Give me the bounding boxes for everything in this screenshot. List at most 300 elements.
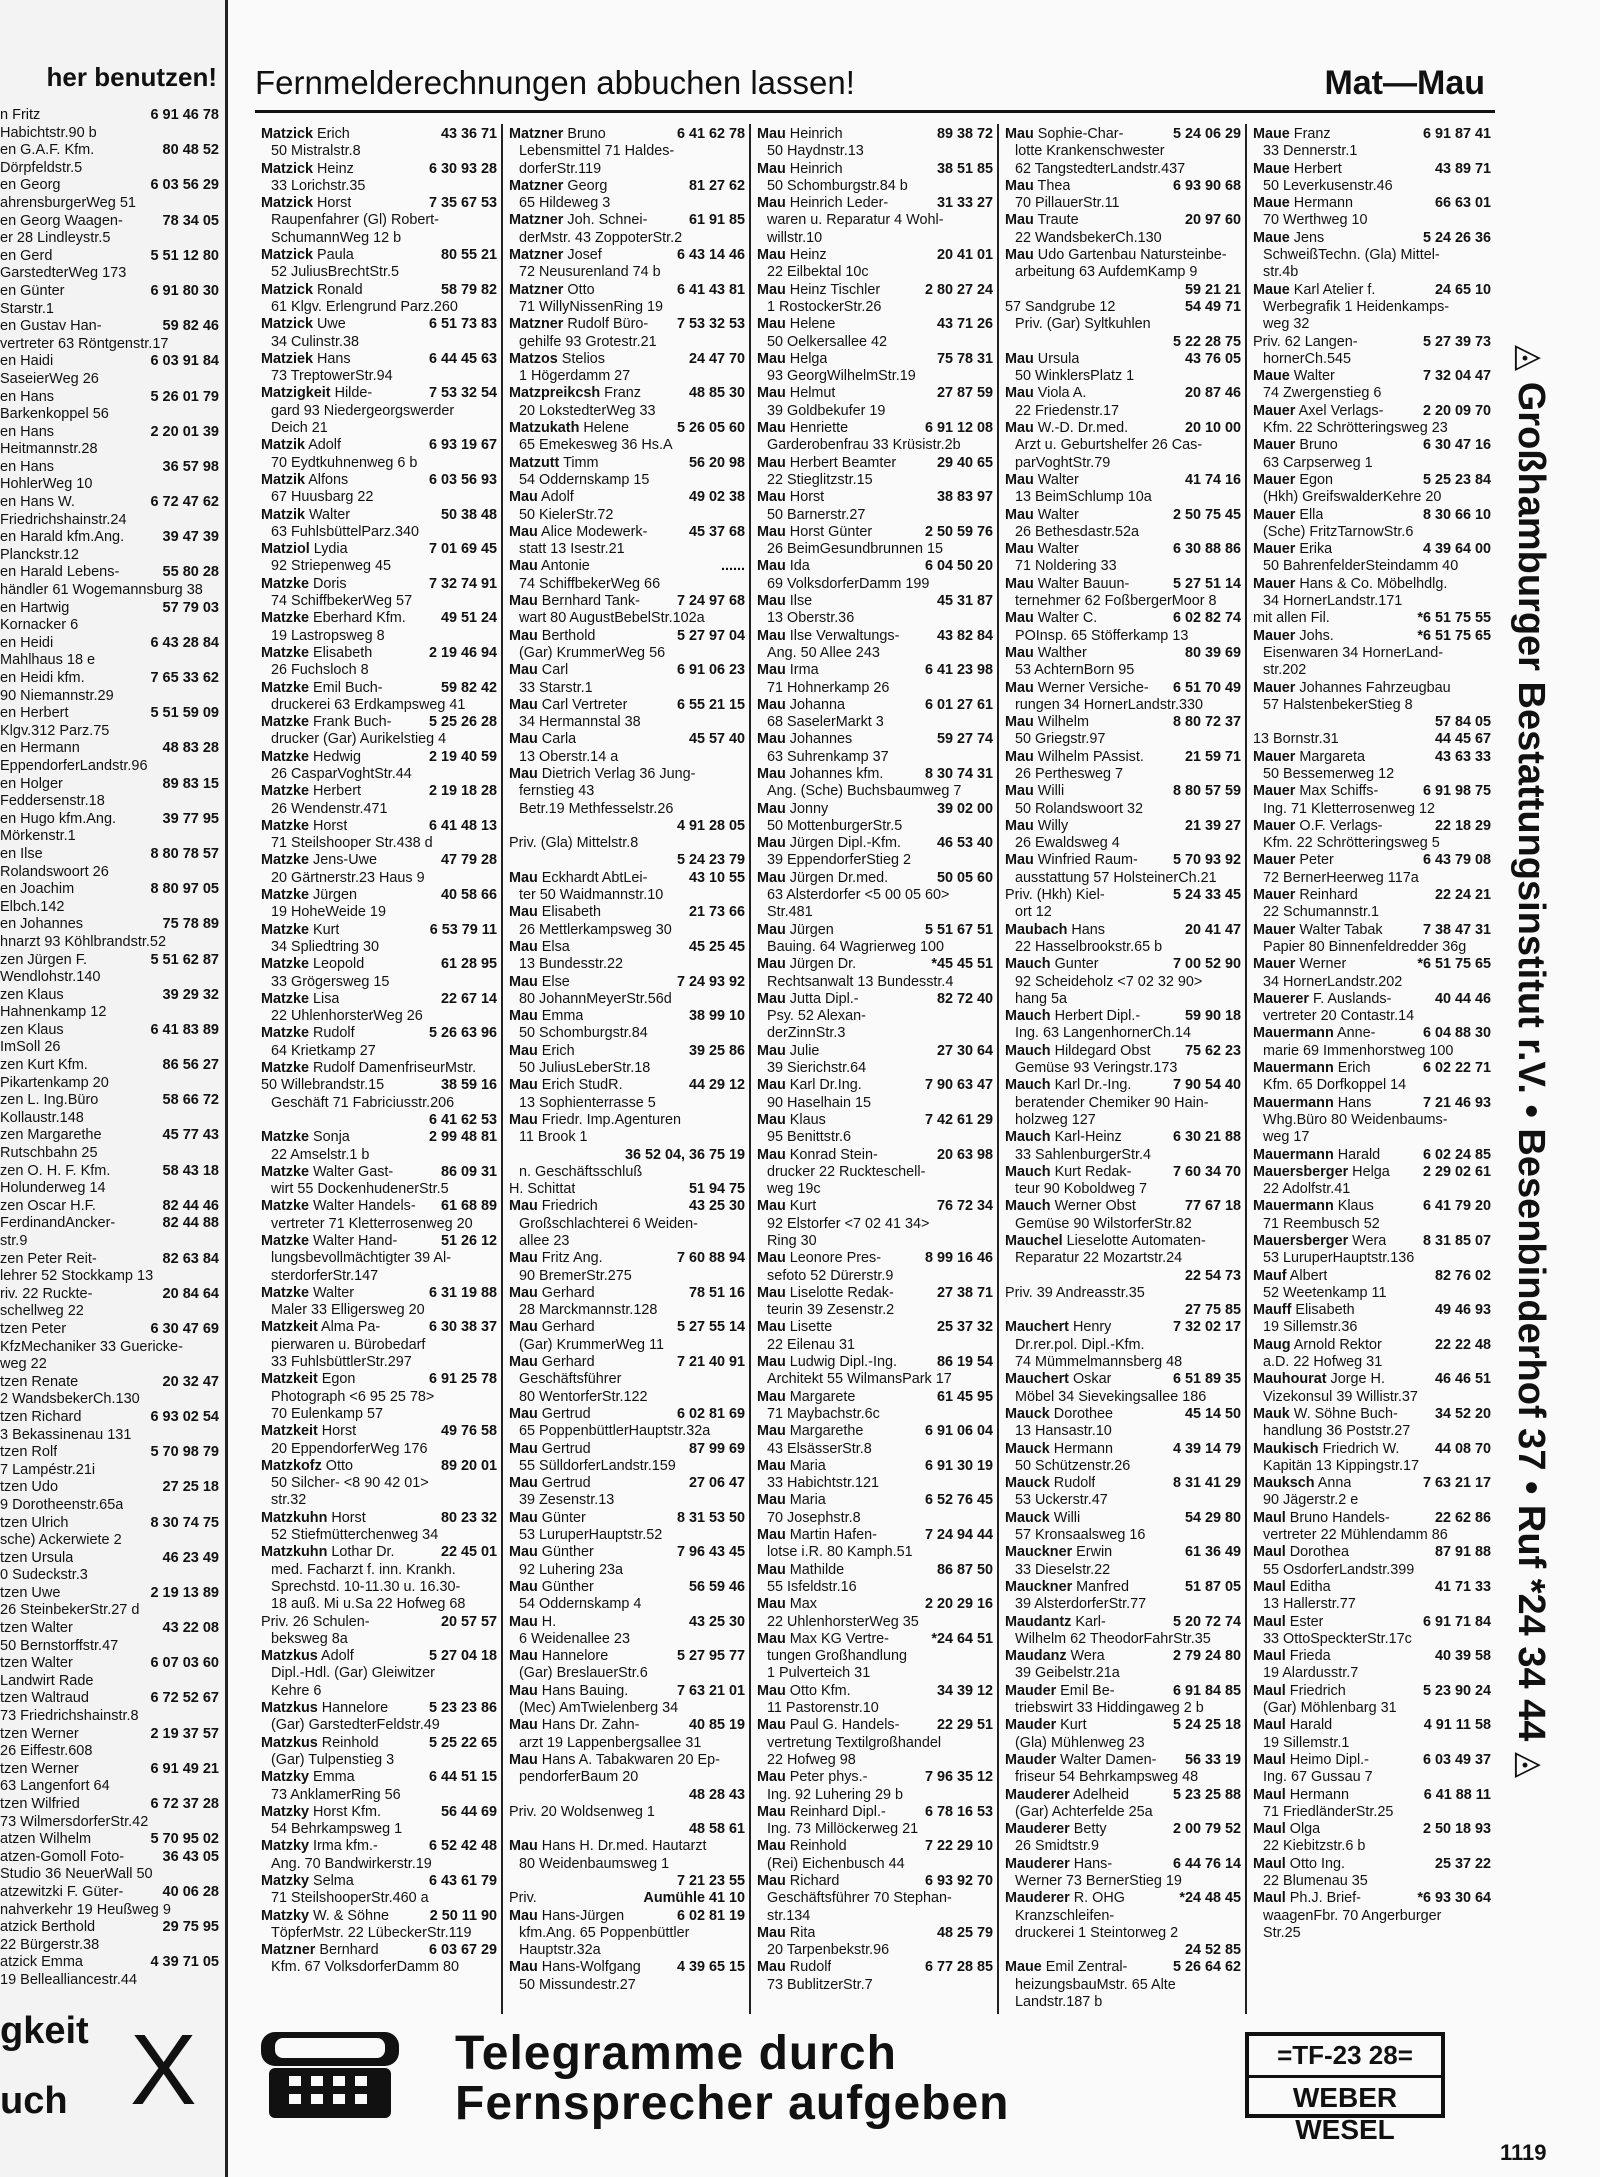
entry-phone: *45 45 51 [931, 956, 993, 973]
entry-name: Mauch Herbert Dipl.- [1005, 1008, 1141, 1025]
directory-entry [509, 1614, 745, 1649]
directory-entry [509, 1147, 745, 1182]
left-listing-phone [215, 512, 219, 530]
entry-phone [1487, 680, 1491, 697]
entry-name: Matzkeit Horst [261, 1423, 357, 1440]
left-listing-row [0, 1902, 225, 1920]
entry-address: 34 HornerLandstr.171 [1263, 593, 1403, 610]
entry-phone: 5 23 90 24 [1422, 1682, 1491, 1699]
entry-phone: 7 90 54 40 [1172, 1077, 1241, 1094]
entry-name: Mau Fritz Ang. [509, 1250, 603, 1267]
entry-name: Mauderer Hans- [1005, 1855, 1113, 1872]
left-listing-phone [215, 336, 219, 354]
entry-name: Mau Wilhelm PAssist. [1005, 748, 1144, 765]
page-number: 1119 [1500, 2140, 1547, 2165]
directory-entry [1253, 818, 1491, 853]
entry-address: Ing. 92 Luhering 29 b [767, 1786, 904, 1803]
entry-phone: 25 37 22 [1434, 1855, 1491, 1872]
entry-name: Mau Hans Dr. Zahn- [509, 1717, 640, 1734]
entry-address: Str.481 [767, 904, 813, 921]
entry-name: Mau Carla [509, 731, 577, 748]
left-listing-phone: 6 93 02 54 [150, 1408, 219, 1425]
entry-phone: 6 02 81 69 [676, 1405, 745, 1422]
entry-name: Matzkus Reinhold [261, 1734, 379, 1751]
entry-name: Matzner Bruno [509, 126, 606, 142]
entry-phone: 80 55 21 [440, 247, 497, 264]
entry-name: Matzik Adolf [261, 437, 341, 454]
entry-address: teurin 39 Zesenstr.2 [767, 1302, 895, 1319]
entry-address: 13 Hansastr.10 [1015, 1423, 1112, 1440]
entry-address: SchumannWeg 12 b [271, 229, 402, 246]
entry-phone: 5 27 95 77 [676, 1648, 745, 1665]
entry-address: Dr.rer.pol. Dipl.-Kfm. [1015, 1336, 1145, 1353]
left-listing-row [0, 723, 225, 741]
entry-phone: 8 80 72 37 [1172, 714, 1241, 731]
entry-name: Mau Johannes kfm. [757, 765, 884, 782]
entry-phone: 2 50 11 90 [429, 1907, 497, 1924]
entry-phone: 6 04 50 20 [924, 558, 993, 575]
directory-entry [509, 455, 745, 490]
left-listing-name: atzewitzki F. Güter- [0, 1883, 124, 1900]
entry-address: derZinnStr.3 [767, 1025, 846, 1042]
entry-phone: 22 18 29 [1434, 817, 1491, 834]
left-listing-phone [215, 1110, 219, 1128]
directory-entry [261, 1198, 497, 1233]
left-listing-row [0, 1673, 225, 1691]
entry-address: Kranzschleifen- [1015, 1907, 1115, 1924]
entry-name: Mau Hans-Jürgen [509, 1907, 625, 1924]
entry-address: 72 BernerHeerweg 117a [1263, 869, 1419, 886]
left-listing-name: en Hans W. [0, 494, 75, 511]
entry-name: Mau Ilse [757, 593, 813, 610]
entry-phone: 39 02 00 [936, 800, 993, 817]
entry-address: (Gar) BreslauerStr.6 [519, 1665, 648, 1682]
entry-name: Matzke Frank Buch- [261, 714, 392, 731]
left-listing-name: tzen Richard [0, 1408, 82, 1425]
directory-entry [1253, 714, 1491, 731]
entry-name: Mauchert Oskar [1005, 1371, 1112, 1388]
directory-entry [509, 1112, 745, 1147]
directory-entry [509, 1717, 745, 1752]
directory-entry [1253, 507, 1491, 542]
entry-name: Mau Friedr. Imp.Agenturen [509, 1111, 681, 1128]
entry-address: 50 BahrenfelderSteindamm 40 [1263, 558, 1459, 575]
entry-address: 26 Fuchsloch 8 [271, 662, 369, 679]
directory-entry [509, 1354, 745, 1406]
entry-address: pierwaren u. Bürobedarf [271, 1336, 426, 1353]
entry-name: Matzke Walter [261, 1284, 355, 1301]
entry-name: Mauchel Lieselotte Automaten- [1005, 1233, 1206, 1249]
left-listing-phone [215, 406, 219, 424]
left-listing-phone [215, 1233, 219, 1251]
entry-phone: 6 04 88 30 [1422, 1025, 1491, 1042]
left-listing-phone: 43 22 08 [162, 1620, 219, 1637]
entry-name: Mauer Johannes Fahrzeugbau [1253, 679, 1451, 696]
entry-address: 57 HalstenbekerStieg 8 [1263, 696, 1413, 713]
entry-address: str.134 [767, 1907, 811, 1924]
directory-entry [1253, 1787, 1491, 1822]
entry-address: triebswirt 33 Hiddingaweg 2 b [1015, 1700, 1204, 1717]
entry-phone: 6 03 56 93 [428, 471, 497, 488]
entry-phone: 5 70 93 92 [1172, 852, 1241, 869]
entry-phone: 2 19 18 28 [428, 783, 497, 800]
printer-stamp [1245, 2032, 1445, 2145]
left-ad-word-2: uch [0, 2080, 68, 2122]
left-listing-phone: 20 84 64 [162, 1285, 219, 1302]
left-listing-phone: 59 82 46 [162, 318, 219, 335]
directory-entry [757, 524, 993, 559]
entry-phone: 66 63 01 [1434, 195, 1491, 212]
banner-line-1: Telegramme durch [455, 2027, 897, 2080]
entry-name: Mau Max [757, 1596, 817, 1613]
entry-address: ternehmer 62 FoßbergerMoor 8 [1015, 593, 1217, 610]
left-listing-name: GarstedterWeg 173 [0, 265, 127, 282]
entry-phone: 20 63 98 [936, 1146, 993, 1163]
left-listing-phone: 82 63 84 [162, 1250, 219, 1267]
entry-address: 39 Goldbekufer 19 [767, 402, 886, 419]
entry-address: 70 Eydtkuhnenweg 6 b [271, 454, 418, 471]
entry-name: Mau Jürgen Dr. [757, 956, 857, 973]
left-listing-row [0, 1919, 225, 1937]
left-listing-row [0, 1814, 225, 1832]
entry-phone: 45 57 40 [688, 731, 745, 748]
entry-name: Mau Sophie-Char- [1005, 126, 1124, 142]
left-listing-phone [215, 1497, 219, 1515]
entry-name: Mau Antonie [509, 558, 590, 575]
entry-name: Mau Herbert Beamter [757, 454, 897, 471]
left-listing-row [0, 1831, 225, 1849]
entry-name: Mau Julie [757, 1042, 820, 1059]
directory-entry [261, 1077, 497, 1112]
entry-name: Mauch Gunter [1005, 956, 1099, 973]
entry-phone: 6 93 19 67 [428, 437, 497, 454]
entry-address: 19 Lastropsweg 8 [271, 627, 385, 644]
entry-name: Mauer Reinhard [1253, 887, 1358, 904]
entry-name: Matzke Jürgen [261, 887, 357, 904]
directory-entry [261, 922, 497, 957]
left-listing-name: en Haidi [0, 353, 54, 370]
left-page-header: her benutzen! [46, 62, 217, 92]
entry-address: arzt 19 Lappenbergsallee 31 [519, 1734, 702, 1751]
entry-name: Mau Rudolf [757, 1959, 832, 1976]
entry-address: parVoghtStr.79 [1015, 454, 1111, 471]
entry-phone: 59 82 42 [440, 679, 497, 696]
entry-phone: 5 24 26 36 [1422, 229, 1491, 246]
entry-name: Mau Wilhelm [1005, 714, 1089, 731]
left-listing-name: Feddersenstr.18 [0, 793, 105, 810]
entry-phone: 56 20 98 [688, 454, 745, 471]
entry-address: dorferStr.119 [519, 160, 602, 177]
left-listing-name: en Heidi [0, 634, 54, 651]
entry-name: Mau Carl Vertreter [509, 696, 628, 713]
entry-address: druckerei 1 Steintorweg 2 [1015, 1924, 1179, 1941]
entry-name: Mau Berthold [509, 627, 596, 644]
left-listing-phone [215, 1268, 219, 1286]
left-listing-phone [215, 301, 219, 319]
left-listing-row [0, 652, 225, 670]
entry-address: 26 Mettlerkampsweg 30 [519, 921, 672, 938]
entry-address: Arzt u. Geburtshelfer 26 Cas- [1015, 437, 1203, 454]
left-listing-phone: 8 80 78 57 [150, 845, 219, 862]
entry-name: Mauder Emil Be- [1005, 1682, 1115, 1699]
directory-entry [1005, 1959, 1241, 2011]
left-listing-name: 9 Dorotheenstr.65a [0, 1496, 124, 1513]
entry-address: 71 Noldering 33 [1015, 558, 1117, 575]
directory-entry [261, 541, 497, 576]
entry-address: fernstieg 43 [519, 783, 595, 800]
entry-name: Mau Gerhard [509, 1284, 595, 1301]
left-listing-name: en Harald kfm.Ang. [0, 529, 125, 546]
telegram-banner [255, 2024, 1495, 2145]
directory-entry [757, 1717, 993, 1769]
entry-name: Mau Margarete [757, 1388, 856, 1405]
entry-name: Mau Klaus [757, 1111, 826, 1128]
entry-address: 62 TangstedterLandstr.437 [1015, 160, 1186, 177]
left-listing-row [0, 1303, 225, 1321]
directory-entry [509, 731, 745, 766]
directory-entry [261, 282, 497, 317]
left-listing-row [0, 1620, 225, 1638]
left-listing-name: zen O. H. F. Kfm. [0, 1162, 111, 1179]
directory-entry [509, 1181, 745, 1198]
entry-name: Mau Horst [757, 489, 825, 506]
entry-name: Matzke Leopold [261, 956, 365, 973]
directory-entry [757, 161, 993, 196]
left-listing-name: Dörpfeldstr.5 [0, 159, 83, 176]
left-listing-phone: 39 29 32 [162, 986, 219, 1003]
entry-address: vertretung Textilgroßhandel [767, 1734, 942, 1751]
entry-name: Mauermann Klaus [1253, 1198, 1374, 1215]
entry-name: Matzkofz Otto [261, 1457, 353, 1474]
entry-name: Mau Liselotte Redak- [757, 1284, 894, 1301]
entry-phone: 6 52 76 45 [924, 1492, 993, 1509]
entry-name: Mau Elsa [509, 938, 570, 955]
entry-address: (Gla) Mühlenweg 23 [1015, 1734, 1145, 1751]
directory-entry [1253, 1717, 1491, 1752]
entry-phone: 8 31 85 07 [1422, 1233, 1491, 1249]
left-listing-name: Mahlhaus 18 e [0, 652, 96, 669]
entry-name: Mauck Willi [1005, 1509, 1081, 1526]
left-listing-phone: 89 83 15 [162, 775, 219, 792]
entry-name: Matzky Selma [261, 1872, 354, 1889]
left-listing-phone: 2 19 13 89 [150, 1584, 219, 1601]
entry-address: Wilhelm 62 TheodorFahrStr.35 [1015, 1630, 1211, 1647]
directory-entry [757, 558, 993, 593]
entry-address: 39 Sierichstr.64 [767, 1060, 867, 1077]
entry-name: Mau Gerhard [509, 1319, 595, 1336]
entry-address: 50 Missundestr.27 [519, 1976, 636, 1993]
directory-entry [1253, 680, 1491, 715]
entry-address: 26 CasparVoghtStr.44 [271, 765, 412, 782]
entry-phone: 6 93 92 70 [924, 1872, 993, 1889]
entry-name: Matzigkeit Hilde- [261, 385, 373, 402]
directory-entry [1005, 178, 1241, 213]
entry-phone: 5 22 28 75 [1172, 333, 1241, 350]
entry-name: Matzky Horst Kfm. [261, 1803, 381, 1820]
entry-phone [741, 766, 745, 783]
left-listing-phone [215, 1567, 219, 1585]
left-listing-phone [215, 688, 219, 706]
entry-address: 19 Alardusstr.7 [1263, 1665, 1359, 1682]
entry-name: Matzner Josef [509, 247, 602, 264]
left-listing-name: en Herbert [0, 705, 69, 722]
directory-entry [1005, 1008, 1241, 1043]
entry-address: 33 Habichtstr.121 [767, 1475, 879, 1492]
entry-address: 19 HoheWeide 19 [271, 904, 386, 921]
entry-address: heizungsbauMstr. 65 Alte [1015, 1976, 1176, 1993]
entry-name: Priv. 20 Woldsenweg 1 [509, 1803, 655, 1820]
left-listing-phone: 6 72 47 62 [150, 494, 219, 511]
entry-name: Mauer Axel Verlags- [1253, 402, 1384, 419]
left-listing-row [0, 1057, 225, 1075]
directory-entry [757, 1873, 993, 1925]
entry-address: Großschlachterei 6 Weiden- [519, 1215, 698, 1232]
entry-name: Matzkeit Egon [261, 1371, 356, 1388]
directory-entry [261, 1648, 497, 1700]
entry-name: Mauksch Anna [1253, 1475, 1352, 1492]
directory-entry [757, 1925, 993, 1960]
directory-entry [1005, 783, 1241, 818]
left-listing-name: tzen Peter [0, 1320, 67, 1337]
entry-phone: 77 67 18 [1184, 1198, 1241, 1215]
directory-entry [1005, 852, 1241, 887]
left-listing-name: atzick Emma [0, 1954, 83, 1971]
directory-entry [509, 1890, 745, 1907]
entry-address: 50 Bessemerweg 12 [1263, 765, 1395, 782]
entry-address: 54 Oddernskamp 15 [519, 471, 650, 488]
entry-name: Mau Helene [757, 316, 836, 333]
left-listing-row [0, 1427, 225, 1445]
entry-phone: 6 55 21 15 [676, 696, 745, 713]
directory-entry [1253, 610, 1491, 627]
directory-entry [261, 956, 497, 991]
left-listing-name: Planckstr.12 [0, 546, 79, 563]
entry-name: Mauch Kurt Redak- [1005, 1163, 1132, 1180]
left-listing-phone [215, 1356, 219, 1374]
entry-phone: 44 45 67 [1434, 731, 1491, 748]
left-page-listing [0, 107, 225, 1990]
left-listing-row [0, 494, 225, 512]
left-listing-phone: 6 03 56 29 [150, 177, 219, 194]
entry-phone: 50 38 48 [440, 506, 497, 523]
directory-entry [261, 507, 497, 542]
entry-address: 22 Amselstr.1 b [271, 1146, 370, 1163]
entry-name: Mau Ludwig Dipl.-Ing. [757, 1354, 897, 1371]
directory-entry [1253, 1337, 1491, 1372]
entry-name: Mauch Karl-Heinz [1005, 1129, 1122, 1146]
left-listing-row [0, 793, 225, 811]
directory-entry [1253, 1233, 1491, 1268]
directory-entry [261, 991, 497, 1026]
directory-entry [1005, 1198, 1241, 1233]
left-listing-phone [215, 265, 219, 283]
entry-address: 26 Wendenstr.471 [271, 800, 388, 817]
entry-name: Mauch Karl Dr.-Ing. [1005, 1077, 1132, 1094]
entry-phone [741, 1752, 745, 1769]
entry-address: 1 Högerdamm 27 [519, 368, 631, 385]
entry-name: Maul Harald [1253, 1717, 1333, 1734]
entry-name: Matzke Walter Hand- [261, 1233, 398, 1249]
left-listing-phone: 8 80 97 05 [150, 881, 219, 898]
vertical-advert [1500, 345, 1560, 1805]
entry-phone: 22 24 21 [1434, 887, 1491, 904]
entry-phone: 6 30 21 88 [1172, 1129, 1241, 1146]
entry-phone: 4 91 28 05 [676, 817, 745, 834]
entry-name: Mau Rita [757, 1924, 816, 1941]
entry-name: Mau Walter [1005, 471, 1079, 488]
entry-phone: 6 30 47 16 [1422, 437, 1491, 454]
left-listing-name: zen Klaus [0, 1021, 64, 1038]
entry-address: Kfm. 22 Schrötteringsweg 5 [1263, 835, 1440, 852]
entry-address: 50 Griegstr.97 [1015, 731, 1106, 748]
left-listing-name: tzen Ulrich [0, 1514, 69, 1531]
left-listing-row [0, 1602, 225, 1620]
directory-entry [757, 1147, 993, 1199]
entry-address: Papier 80 Binnenfeldredder 36g [1263, 938, 1467, 955]
entry-address: str.202 [1263, 662, 1307, 679]
left-listing-phone: 2 19 37 57 [150, 1725, 219, 1742]
entry-name: Mau Otto Kfm. [757, 1682, 851, 1699]
entry-address: 53 Uckerstr.47 [1015, 1492, 1108, 1509]
directory-entry [1253, 1095, 1491, 1147]
left-listing-phone [215, 828, 219, 846]
entry-phone: 43 10 55 [688, 869, 745, 886]
entry-name: Matzutt Timm [509, 454, 599, 471]
entry-phone: 22 29 51 [936, 1717, 993, 1734]
directory-entry [1253, 991, 1491, 1026]
entry-address: Deich 21 [271, 420, 328, 437]
directory-entry [509, 593, 745, 628]
left-listing-name: tzen Walter [0, 1620, 73, 1637]
directory-entry [1005, 282, 1241, 299]
left-listing-row [0, 512, 225, 530]
entry-address: 50 WinklersPlatz 1 [1015, 368, 1135, 385]
entry-name: Mauerer F. Auslands- [1253, 990, 1392, 1007]
entry-address: ausstattung 57 HolsteinerCh.21 [1015, 869, 1217, 886]
entry-name: Mau Walter [1005, 506, 1079, 523]
entry-address: druckerei 63 Erdkampsweg 41 [271, 696, 466, 713]
entry-phone: 8 30 74 31 [924, 765, 993, 782]
entry-phone: 21 39 27 [1184, 817, 1241, 834]
entry-phone: 81 27 62 [688, 177, 745, 194]
entry-phone: 59 21 21 [1184, 281, 1241, 298]
entry-name: Mauer Erika [1253, 541, 1333, 558]
directory-entry [509, 1544, 745, 1579]
entry-phone: 61 36 49 [1184, 1544, 1241, 1561]
entry-phone: 6 91 71 84 [1422, 1613, 1491, 1630]
left-listing-name: zen Klaus [0, 986, 64, 1003]
left-listing-phone [215, 1145, 219, 1163]
entry-address: 22 WandsbekerCh.130 [1015, 229, 1162, 246]
directory-entry [1253, 731, 1491, 748]
entry-address: str.4b [1263, 264, 1299, 281]
entry-name: Mauer Margareta [1253, 748, 1365, 765]
entry-address: 93 GeorgWilhelmStr.19 [767, 368, 916, 385]
left-listing-phone [215, 441, 219, 459]
left-listing-row [0, 1550, 225, 1568]
entry-address: sterdorferStr.147 [271, 1267, 379, 1284]
directory-entry [509, 1752, 745, 1787]
entry-name: Mauer Bruno [1253, 437, 1338, 454]
entry-phone: 21 73 66 [688, 904, 745, 921]
left-listing-row [0, 1004, 225, 1022]
entry-address: 11 Pastorenstr.10 [767, 1700, 879, 1717]
directory-entry [509, 1077, 745, 1112]
entry-address: Ing. 71 Kletterrosenweg 12 [1263, 800, 1435, 817]
left-listing-row [0, 406, 225, 424]
entry-address: 19 Sillemstr.36 [1263, 1319, 1358, 1336]
directory-entry [1253, 1441, 1491, 1476]
